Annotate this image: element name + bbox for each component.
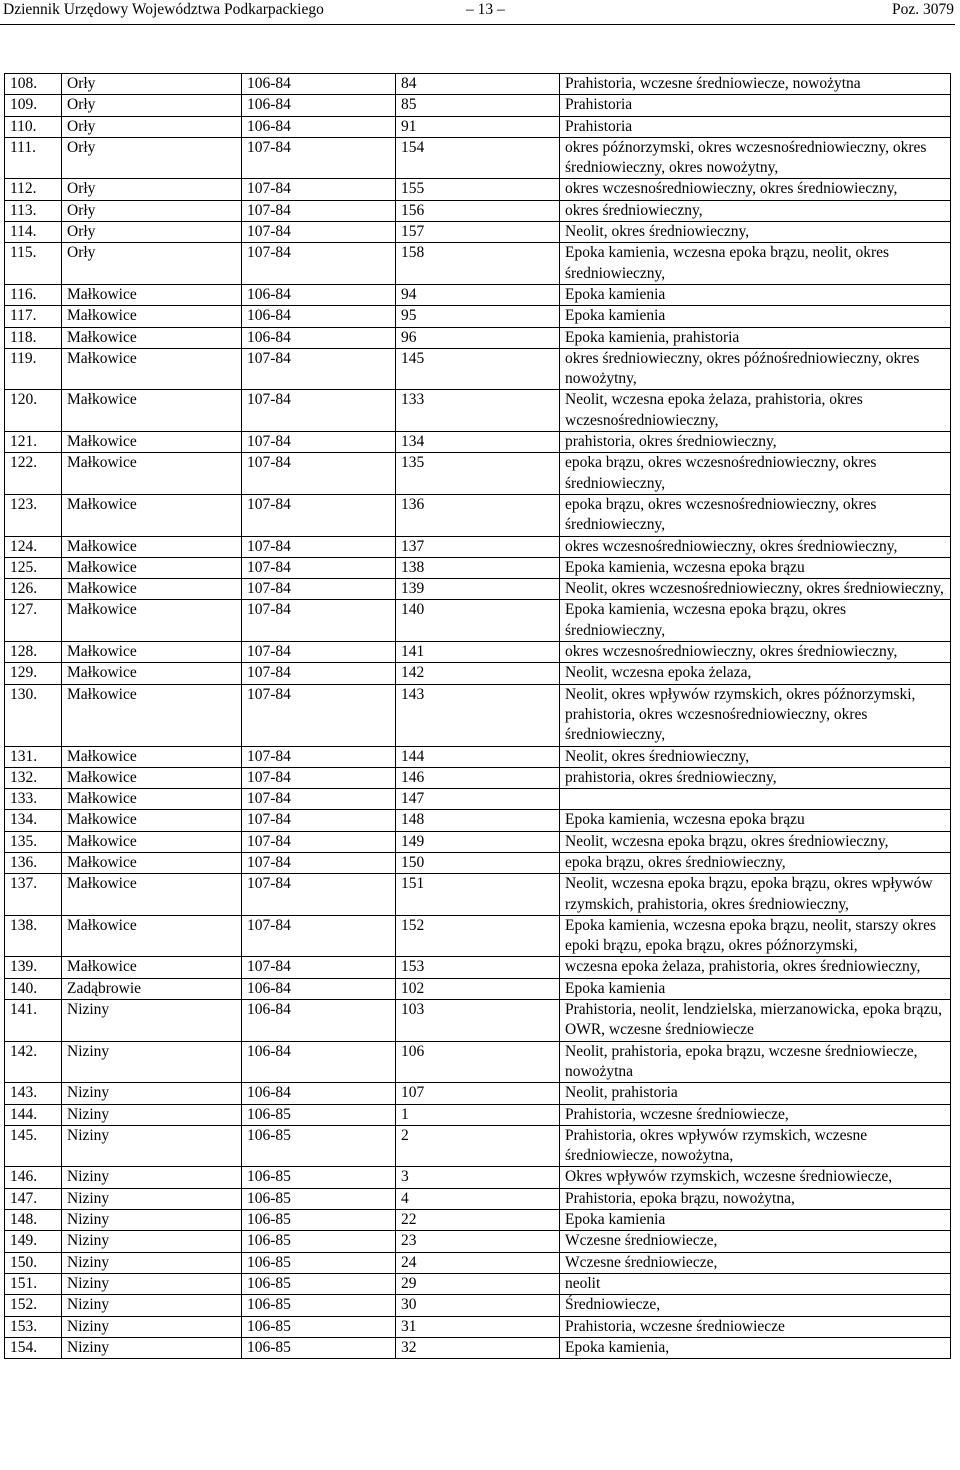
locality: Niziny xyxy=(62,1273,242,1294)
area-code: 107-84 xyxy=(242,494,396,536)
locality: Małkowice xyxy=(62,284,242,305)
row-number: 133. xyxy=(5,789,62,810)
area-code: 107-84 xyxy=(242,957,396,978)
table-row xyxy=(5,642,951,663)
page-header xyxy=(0,0,960,24)
table-row xyxy=(5,200,951,221)
site-description: Epoka kamienia xyxy=(560,284,951,305)
area-code: 107-84 xyxy=(242,453,396,495)
area-code: 107-84 xyxy=(242,767,396,788)
row-number: 141. xyxy=(5,1000,62,1042)
locality: Małkowice xyxy=(62,390,242,432)
locality: Małkowice xyxy=(62,767,242,788)
table-row xyxy=(5,432,951,453)
site-number: 133 xyxy=(396,390,560,432)
site-description: okres wczesnośredniowieczny, okres średniowieczny, xyxy=(560,642,951,663)
area-code: 107-84 xyxy=(242,557,396,578)
locality: Małkowice xyxy=(62,746,242,767)
site-description: Neolit, okres średniowieczny, xyxy=(560,746,951,767)
locality: Małkowice xyxy=(62,600,242,642)
row-number: 119. xyxy=(5,348,62,390)
site-description: Epoka kamienia, wczesna epoka brązu, okres średniowieczny, xyxy=(560,600,951,642)
site-description: Neolit, wczesna epoka żelaza, prahistoria, okres wczesnośredniowieczny, xyxy=(560,390,951,432)
table-row xyxy=(5,1316,951,1337)
table-row xyxy=(5,789,951,810)
row-number: 117. xyxy=(5,306,62,327)
row-number: 128. xyxy=(5,642,62,663)
site-description: Średniowiecze, xyxy=(560,1295,951,1316)
table-row xyxy=(5,1337,951,1358)
area-code: 106-84 xyxy=(242,95,396,116)
site-description: Wczesne średniowiecze, xyxy=(560,1231,951,1252)
locality: Małkowice xyxy=(62,306,242,327)
site-description: Prahistoria, wczesne średniowiecze, nowożytna xyxy=(560,74,951,95)
locality: Małkowice xyxy=(62,557,242,578)
site-number: 136 xyxy=(396,494,560,536)
locality: Zadąbrowie xyxy=(62,978,242,999)
site-number: 155 xyxy=(396,179,560,200)
area-code: 107-84 xyxy=(242,390,396,432)
site-description: Prahistoria, wczesne średniowiecze, xyxy=(560,1104,951,1125)
area-code: 106-84 xyxy=(242,116,396,137)
row-number: 109. xyxy=(5,95,62,116)
row-number: 121. xyxy=(5,432,62,453)
site-number: 142 xyxy=(396,663,560,684)
row-number: 142. xyxy=(5,1041,62,1083)
row-number: 123. xyxy=(5,494,62,536)
area-code: 107-84 xyxy=(242,243,396,285)
row-number: 144. xyxy=(5,1104,62,1125)
table-row xyxy=(5,494,951,536)
site-number: 31 xyxy=(396,1316,560,1337)
table-row xyxy=(5,831,951,852)
area-code: 107-84 xyxy=(242,852,396,873)
area-code: 106-85 xyxy=(242,1210,396,1231)
table-row xyxy=(5,1104,951,1125)
table-row xyxy=(5,746,951,767)
site-number: 106 xyxy=(396,1041,560,1083)
row-number: 150. xyxy=(5,1252,62,1273)
locality: Orły xyxy=(62,95,242,116)
sites-table xyxy=(4,73,951,1359)
area-code: 107-84 xyxy=(242,536,396,557)
row-number: 154. xyxy=(5,1337,62,1358)
row-number: 132. xyxy=(5,767,62,788)
row-number: 148. xyxy=(5,1210,62,1231)
locality: Orły xyxy=(62,116,242,137)
row-number: 138. xyxy=(5,915,62,957)
site-number: 158 xyxy=(396,243,560,285)
row-number: 147. xyxy=(5,1188,62,1209)
row-number: 111. xyxy=(5,137,62,179)
locality: Orły xyxy=(62,179,242,200)
site-description: Okres wpływów rzymskich, wczesne średniowiecze, xyxy=(560,1167,951,1188)
row-number: 143. xyxy=(5,1083,62,1104)
area-code: 106-85 xyxy=(242,1252,396,1273)
area-code: 106-85 xyxy=(242,1231,396,1252)
row-number: 113. xyxy=(5,200,62,221)
table-row xyxy=(5,327,951,348)
site-description: okres wczesnośredniowieczny, okres średniowieczny, xyxy=(560,536,951,557)
row-number: 146. xyxy=(5,1167,62,1188)
row-number: 149. xyxy=(5,1231,62,1252)
row-number: 118. xyxy=(5,327,62,348)
locality: Niziny xyxy=(62,1252,242,1273)
table-row xyxy=(5,663,951,684)
locality: Małkowice xyxy=(62,831,242,852)
row-number: 152. xyxy=(5,1295,62,1316)
site-number: 151 xyxy=(396,874,560,916)
table-row xyxy=(5,536,951,557)
area-code: 106-84 xyxy=(242,1000,396,1042)
area-code: 106-84 xyxy=(242,284,396,305)
site-number: 150 xyxy=(396,852,560,873)
locality: Niziny xyxy=(62,1337,242,1358)
site-description: Prahistoria, neolit, lendzielska, mierzanowicka, epoka brązu, OWR, wczesne średniowiecze xyxy=(560,1000,951,1042)
site-number: 157 xyxy=(396,222,560,243)
row-number: 153. xyxy=(5,1316,62,1337)
site-number: 91 xyxy=(396,116,560,137)
site-description: prahistoria, okres średniowieczny, xyxy=(560,767,951,788)
row-number: 112. xyxy=(5,179,62,200)
table-row xyxy=(5,284,951,305)
table-row xyxy=(5,116,951,137)
area-code: 106-85 xyxy=(242,1273,396,1294)
journal-title: Dziennik Urzędowy Województwa Podkarpackiego xyxy=(3,1,324,18)
area-code: 107-84 xyxy=(242,600,396,642)
site-description: okres średniowieczny, okres późnośredniowieczny, okres nowożytny, xyxy=(560,348,951,390)
table-row xyxy=(5,306,951,327)
site-description: okres średniowieczny, xyxy=(560,200,951,221)
site-number: 146 xyxy=(396,767,560,788)
row-number: 139. xyxy=(5,957,62,978)
locality: Orły xyxy=(62,222,242,243)
area-code: 106-84 xyxy=(242,978,396,999)
table-row xyxy=(5,1125,951,1167)
locality: Małkowice xyxy=(62,494,242,536)
table-row xyxy=(5,684,951,746)
locality: Niziny xyxy=(62,1231,242,1252)
locality: Niziny xyxy=(62,1104,242,1125)
site-number: 149 xyxy=(396,831,560,852)
site-description: Epoka kamienia xyxy=(560,1210,951,1231)
area-code: 106-85 xyxy=(242,1167,396,1188)
area-code: 107-84 xyxy=(242,222,396,243)
row-number: 124. xyxy=(5,536,62,557)
row-number: 116. xyxy=(5,284,62,305)
site-number: 22 xyxy=(396,1210,560,1231)
table-row xyxy=(5,557,951,578)
locality: Orły xyxy=(62,200,242,221)
table-row xyxy=(5,348,951,390)
locality: Orły xyxy=(62,137,242,179)
row-number: 125. xyxy=(5,557,62,578)
site-description: Neolit, prahistoria, epoka brązu, wczesne średniowiecze, nowożytna xyxy=(560,1041,951,1083)
row-number: 145. xyxy=(5,1125,62,1167)
table-row xyxy=(5,1295,951,1316)
table-row xyxy=(5,767,951,788)
row-number: 134. xyxy=(5,810,62,831)
locality: Niziny xyxy=(62,1167,242,1188)
site-number: 134 xyxy=(396,432,560,453)
page-number: – 13 – xyxy=(466,1,505,18)
area-code: 106-85 xyxy=(242,1188,396,1209)
site-number: 140 xyxy=(396,600,560,642)
row-number: 122. xyxy=(5,453,62,495)
site-description: okres późnorzymski, okres wczesnośredniowieczny, okres średniowieczny, okres nowożytny, xyxy=(560,137,951,179)
row-number: 136. xyxy=(5,852,62,873)
area-code: 107-84 xyxy=(242,915,396,957)
locality: Małkowice xyxy=(62,327,242,348)
site-number: 1 xyxy=(396,1104,560,1125)
site-description: neolit xyxy=(560,1273,951,1294)
area-code: 106-84 xyxy=(242,1083,396,1104)
site-description: Neolit, wczesna epoka brązu, epoka brązu, okres wpływów rzymskich, prahistoria, okres średniowieczny, xyxy=(560,874,951,916)
table-row xyxy=(5,1188,951,1209)
site-description: Epoka kamienia, wczesna epoka brązu, neolit, okres średniowieczny, xyxy=(560,243,951,285)
site-description: epoka brązu, okres wczesnośredniowieczny, okres średniowieczny, xyxy=(560,453,951,495)
area-code: 107-84 xyxy=(242,642,396,663)
table-row xyxy=(5,1083,951,1104)
site-number: 32 xyxy=(396,1337,560,1358)
row-number: 135. xyxy=(5,831,62,852)
locality: Małkowice xyxy=(62,642,242,663)
site-number: 139 xyxy=(396,579,560,600)
area-code: 107-84 xyxy=(242,579,396,600)
row-number: 108. xyxy=(5,74,62,95)
locality: Niziny xyxy=(62,1316,242,1337)
area-code: 107-84 xyxy=(242,200,396,221)
site-description: Neolit, wczesna epoka brązu, okres średniowieczny, xyxy=(560,831,951,852)
table-row xyxy=(5,874,951,916)
locality: Małkowice xyxy=(62,684,242,746)
site-number: 145 xyxy=(396,348,560,390)
area-code: 106-85 xyxy=(242,1104,396,1125)
site-number: 154 xyxy=(396,137,560,179)
area-code: 107-84 xyxy=(242,432,396,453)
site-description: Epoka kamienia, wczesna epoka brązu, neolit, starszy okres epoki brązu, epoka brązu, okres późnorzymski, xyxy=(560,915,951,957)
site-description: Wczesne średniowiecze, xyxy=(560,1252,951,1273)
site-number: 29 xyxy=(396,1273,560,1294)
site-number: 152 xyxy=(396,915,560,957)
locality: Niziny xyxy=(62,1295,242,1316)
locality: Niziny xyxy=(62,1000,242,1042)
area-code: 107-84 xyxy=(242,746,396,767)
site-description: Prahistoria, epoka brązu, nowożytna, xyxy=(560,1188,951,1209)
table-row xyxy=(5,390,951,432)
site-description: Prahistoria xyxy=(560,95,951,116)
site-description: okres wczesnośredniowieczny, okres średniowieczny, xyxy=(560,179,951,200)
site-number: 156 xyxy=(396,200,560,221)
locality: Małkowice xyxy=(62,915,242,957)
row-number: 151. xyxy=(5,1273,62,1294)
area-code: 106-84 xyxy=(242,327,396,348)
site-number: 3 xyxy=(396,1167,560,1188)
table-row xyxy=(5,95,951,116)
table-row xyxy=(5,1000,951,1042)
row-number: 130. xyxy=(5,684,62,746)
locality: Małkowice xyxy=(62,579,242,600)
locality: Orły xyxy=(62,74,242,95)
area-code: 107-84 xyxy=(242,137,396,179)
site-description: Epoka kamienia, wczesna epoka brązu xyxy=(560,810,951,831)
locality: Niziny xyxy=(62,1210,242,1231)
site-number: 148 xyxy=(396,810,560,831)
table-row xyxy=(5,74,951,95)
table-row xyxy=(5,1231,951,1252)
site-number: 137 xyxy=(396,536,560,557)
row-number: 140. xyxy=(5,978,62,999)
header-rule xyxy=(0,24,955,25)
site-number: 94 xyxy=(396,284,560,305)
locality: Małkowice xyxy=(62,957,242,978)
site-description: epoka brązu, okres wczesnośredniowieczny, okres średniowieczny, xyxy=(560,494,951,536)
site-description: Neolit, prahistoria xyxy=(560,1083,951,1104)
site-description: Neolit, okres wczesnośredniowieczny, okres średniowieczny, xyxy=(560,579,951,600)
site-number: 147 xyxy=(396,789,560,810)
site-description: Prahistoria, wczesne średniowiecze xyxy=(560,1316,951,1337)
row-number: 131. xyxy=(5,746,62,767)
site-description: Prahistoria xyxy=(560,116,951,137)
table-row xyxy=(5,579,951,600)
site-number: 84 xyxy=(396,74,560,95)
site-number: 4 xyxy=(396,1188,560,1209)
row-number: 129. xyxy=(5,663,62,684)
site-description: Neolit, wczesna epoka żelaza, xyxy=(560,663,951,684)
site-number: 107 xyxy=(396,1083,560,1104)
row-number: 110. xyxy=(5,116,62,137)
locality: Niziny xyxy=(62,1188,242,1209)
locality: Małkowice xyxy=(62,536,242,557)
locality: Niziny xyxy=(62,1083,242,1104)
site-number: 24 xyxy=(396,1252,560,1273)
area-code: 107-84 xyxy=(242,789,396,810)
site-number: 135 xyxy=(396,453,560,495)
site-description: wczesna epoka żelaza, prahistoria, okres średniowieczny, xyxy=(560,957,951,978)
site-number: 141 xyxy=(396,642,560,663)
table-row xyxy=(5,453,951,495)
site-number: 85 xyxy=(396,95,560,116)
site-number: 143 xyxy=(396,684,560,746)
site-number: 138 xyxy=(396,557,560,578)
area-code: 107-84 xyxy=(242,831,396,852)
table-row xyxy=(5,915,951,957)
row-number: 127. xyxy=(5,600,62,642)
table-row xyxy=(5,1041,951,1083)
area-code: 106-84 xyxy=(242,74,396,95)
area-code: 106-85 xyxy=(242,1125,396,1167)
area-code: 106-85 xyxy=(242,1316,396,1337)
row-number: 126. xyxy=(5,579,62,600)
site-number: 30 xyxy=(396,1295,560,1316)
table-row xyxy=(5,1167,951,1188)
table-row xyxy=(5,1273,951,1294)
table-row xyxy=(5,179,951,200)
site-description xyxy=(560,789,951,810)
table-row xyxy=(5,978,951,999)
sites-table-body xyxy=(5,74,951,1359)
row-number: 120. xyxy=(5,390,62,432)
site-number: 153 xyxy=(396,957,560,978)
site-number: 95 xyxy=(396,306,560,327)
locality: Małkowice xyxy=(62,432,242,453)
site-number: 23 xyxy=(396,1231,560,1252)
site-description: Epoka kamienia xyxy=(560,306,951,327)
site-description: Epoka kamienia, prahistoria xyxy=(560,327,951,348)
site-description: Neolit, okres wpływów rzymskich, okres późnorzymski, prahistoria, okres wczesnośredniowieczny, okres średniowieczny, xyxy=(560,684,951,746)
site-description: Epoka kamienia, wczesna epoka brązu xyxy=(560,557,951,578)
area-code: 107-84 xyxy=(242,663,396,684)
table-row xyxy=(5,137,951,179)
locality: Małkowice xyxy=(62,789,242,810)
row-number: 115. xyxy=(5,243,62,285)
table-row xyxy=(5,810,951,831)
table-row xyxy=(5,957,951,978)
table-row xyxy=(5,222,951,243)
table-row xyxy=(5,243,951,285)
site-number: 96 xyxy=(396,327,560,348)
area-code: 106-85 xyxy=(242,1295,396,1316)
site-description: Epoka kamienia xyxy=(560,978,951,999)
position-number: Poz. 3079 xyxy=(892,1,954,18)
row-number: 137. xyxy=(5,874,62,916)
site-description: prahistoria, okres średniowieczny, xyxy=(560,432,951,453)
site-description: Prahistoria, okres wpływów rzymskich, wczesne średniowiecze, nowożytna, xyxy=(560,1125,951,1167)
table-row xyxy=(5,852,951,873)
row-number: 114. xyxy=(5,222,62,243)
site-number: 144 xyxy=(396,746,560,767)
site-description: Epoka kamienia, xyxy=(560,1337,951,1358)
area-code: 106-84 xyxy=(242,306,396,327)
area-code: 106-85 xyxy=(242,1337,396,1358)
site-number: 103 xyxy=(396,1000,560,1042)
locality: Małkowice xyxy=(62,663,242,684)
area-code: 107-84 xyxy=(242,684,396,746)
site-number: 102 xyxy=(396,978,560,999)
locality: Niziny xyxy=(62,1125,242,1167)
area-code: 107-84 xyxy=(242,874,396,916)
locality: Orły xyxy=(62,243,242,285)
locality: Niziny xyxy=(62,1041,242,1083)
site-description: epoka brązu, okres średniowieczny, xyxy=(560,852,951,873)
area-code: 107-84 xyxy=(242,348,396,390)
area-code: 107-84 xyxy=(242,810,396,831)
locality: Małkowice xyxy=(62,852,242,873)
table-row xyxy=(5,600,951,642)
locality: Małkowice xyxy=(62,874,242,916)
table-row xyxy=(5,1210,951,1231)
area-code: 106-84 xyxy=(242,1041,396,1083)
locality: Małkowice xyxy=(62,453,242,495)
site-description: Neolit, okres średniowieczny, xyxy=(560,222,951,243)
locality: Małkowice xyxy=(62,810,242,831)
site-number: 2 xyxy=(396,1125,560,1167)
table-row xyxy=(5,1252,951,1273)
locality: Małkowice xyxy=(62,348,242,390)
area-code: 107-84 xyxy=(242,179,396,200)
